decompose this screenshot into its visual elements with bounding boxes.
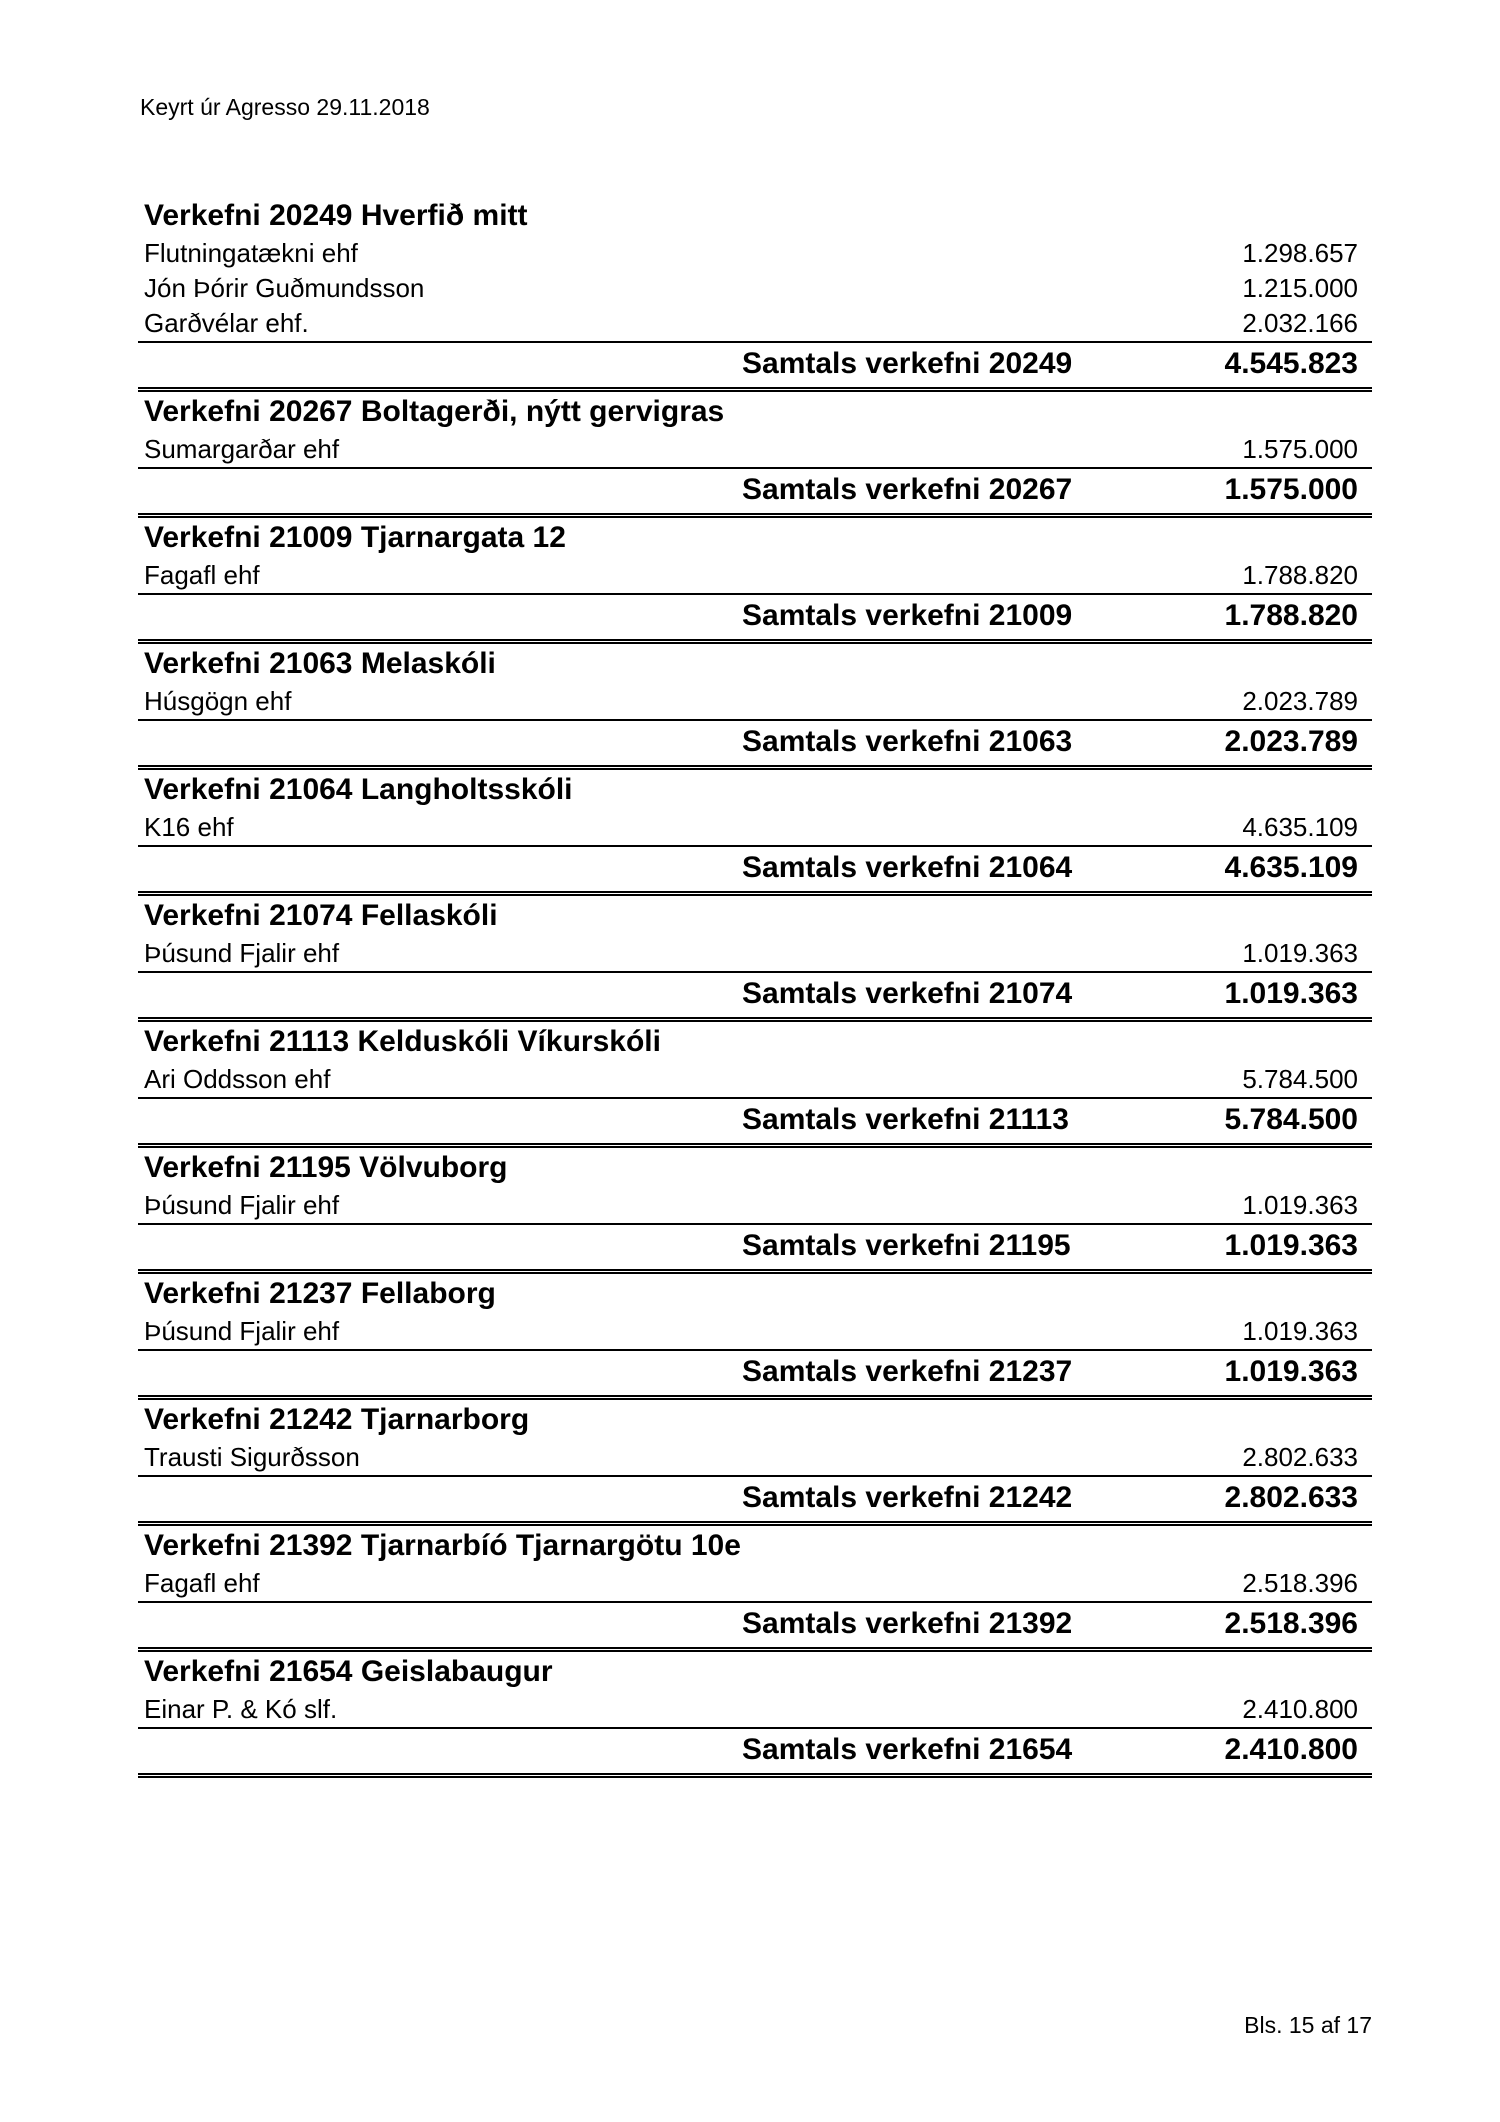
project-subtotal (138, 1351, 1372, 1400)
project-section (138, 196, 1372, 392)
vendor-name: Sumargarðar ehf (144, 434, 340, 464)
line-amount: 1.298.657 (1242, 238, 1358, 268)
subtotal-label: Samtals verkefni 21064 (742, 851, 1073, 884)
project-title: Verkefni 21237 Fellaborg (144, 1277, 496, 1310)
project-subtotal (138, 1099, 1372, 1148)
project-lines (138, 236, 1372, 343)
line-amount: 2.032.166 (1242, 308, 1358, 338)
vendor-name: Garðvélar ehf. (144, 308, 309, 338)
project-subtotal (138, 1477, 1372, 1526)
line-amount: 1.215.000 (1242, 273, 1358, 303)
project-title: Verkefni 21009 Tjarnargata 12 (144, 521, 566, 554)
project-subtotal (138, 1225, 1372, 1274)
line-amount: 2.802.633 (1242, 1442, 1358, 1472)
line-item (138, 432, 1372, 467)
project-title: Verkefni 21074 Fellaskóli (144, 899, 498, 932)
project-subtotal (138, 721, 1372, 770)
subtotal-amount: 5.784.500 (1224, 1103, 1358, 1136)
vendor-name: Fagafl ehf (144, 1568, 260, 1598)
project-section (138, 392, 1372, 518)
subtotal-label: Samtals verkefni 21654 (742, 1733, 1073, 1766)
project-lines (138, 1566, 1372, 1603)
line-amount: 2.023.789 (1242, 686, 1358, 716)
line-item (138, 1566, 1372, 1601)
subtotal-amount: 1.575.000 (1224, 473, 1358, 506)
project-title: Verkefni 20249 Hverfið mitt (144, 199, 528, 232)
vendor-name: Jón Þórir Guðmundsson (144, 273, 425, 303)
subtotal-amount: 2.410.800 (1224, 1733, 1358, 1766)
line-amount: 2.410.800 (1242, 1694, 1358, 1724)
project-section (138, 1652, 1372, 1778)
project-title: Verkefni 21063 Melaskóli (144, 647, 496, 680)
project-section (138, 1274, 1372, 1400)
project-subtotal (138, 595, 1372, 644)
subtotal-amount: 2.518.396 (1224, 1607, 1358, 1640)
line-amount: 1.019.363 (1242, 1316, 1358, 1346)
vendor-name: Þúsund Fjalir ehf (144, 1316, 340, 1346)
line-item (138, 271, 1372, 306)
project-lines (138, 1314, 1372, 1351)
project-report (138, 196, 1372, 1778)
project-section (138, 1022, 1372, 1148)
vendor-name: Trausti Sigurðsson (144, 1442, 360, 1472)
project-title: Verkefni 20267 Boltagerði, nýtt gervigras (144, 395, 725, 428)
project-section (138, 1400, 1372, 1526)
line-amount: 2.518.396 (1242, 1568, 1358, 1598)
project-lines (138, 1062, 1372, 1099)
project-lines (138, 684, 1372, 721)
vendor-name: Húsgögn ehf (144, 686, 292, 716)
vendor-name: K16 ehf (144, 812, 234, 842)
subtotal-label: Samtals verkefni 20249 (742, 347, 1073, 380)
line-amount: 1.788.820 (1242, 560, 1358, 590)
project-section (138, 1148, 1372, 1274)
line-item (138, 1188, 1372, 1223)
subtotal-amount: 4.545.823 (1224, 347, 1358, 380)
subtotal-label: Samtals verkefni 21113 (742, 1103, 1069, 1136)
project-section (138, 644, 1372, 770)
project-section (138, 1526, 1372, 1652)
subtotal-amount: 4.635.109 (1224, 851, 1358, 884)
project-lines (138, 432, 1372, 469)
project-lines (138, 1188, 1372, 1225)
project-lines (138, 1692, 1372, 1729)
page-number: Bls. 15 af 17 (1244, 2012, 1372, 2038)
vendor-name: Ari Oddsson ehf (144, 1064, 331, 1094)
line-item (138, 1692, 1372, 1727)
subtotal-label: Samtals verkefni 21074 (742, 977, 1073, 1010)
line-amount: 5.784.500 (1242, 1064, 1358, 1094)
subtotal-amount: 1.019.363 (1224, 977, 1358, 1010)
line-item (138, 558, 1372, 593)
project-lines (138, 936, 1372, 973)
subtotal-amount: 1.788.820 (1224, 599, 1358, 632)
line-item (138, 936, 1372, 971)
line-item (138, 1062, 1372, 1097)
project-title: Verkefni 21242 Tjarnarborg (144, 1403, 530, 1436)
subtotal-amount: 2.802.633 (1224, 1481, 1358, 1514)
project-lines (138, 810, 1372, 847)
subtotal-amount: 1.019.363 (1224, 1355, 1358, 1388)
project-lines (138, 558, 1372, 595)
subtotal-label: Samtals verkefni 21242 (742, 1481, 1073, 1514)
subtotal-label: Samtals verkefni 21237 (742, 1355, 1073, 1388)
project-subtotal (138, 1603, 1372, 1652)
line-item (138, 1440, 1372, 1475)
vendor-name: Flutningatækni ehf (144, 238, 358, 268)
subtotal-label: Samtals verkefni 20267 (742, 473, 1073, 506)
line-item (138, 684, 1372, 719)
vendor-name: Fagafl ehf (144, 560, 260, 590)
line-item (138, 1314, 1372, 1349)
project-subtotal (138, 1729, 1372, 1778)
project-title: Verkefni 21392 Tjarnarbíó Tjarnargötu 10e (144, 1529, 741, 1562)
project-subtotal (138, 973, 1372, 1022)
line-amount: 1.575.000 (1242, 434, 1358, 464)
vendor-name: Einar P. & Kó slf. (144, 1694, 338, 1724)
project-section (138, 896, 1372, 1022)
vendor-name: Þúsund Fjalir ehf (144, 938, 340, 968)
subtotal-label: Samtals verkefni 21195 (742, 1229, 1071, 1262)
project-subtotal (138, 469, 1372, 518)
line-item (138, 810, 1372, 845)
line-amount: 4.635.109 (1242, 812, 1358, 842)
line-item (138, 306, 1372, 341)
project-title: Verkefni 21113 Kelduskóli Víkurskóli (144, 1025, 661, 1058)
project-subtotal (138, 847, 1372, 896)
subtotal-label: Samtals verkefni 21009 (742, 599, 1073, 632)
line-item (138, 236, 1372, 271)
subtotal-label: Samtals verkefni 21392 (742, 1607, 1073, 1640)
project-subtotal (138, 343, 1372, 392)
line-amount: 1.019.363 (1242, 1190, 1358, 1220)
report-run-info: Keyrt úr Agresso 29.11.2018 (140, 94, 430, 120)
project-title: Verkefni 21654 Geislabaugur (144, 1655, 553, 1688)
project-title: Verkefni 21064 Langholtsskóli (144, 773, 573, 806)
subtotal-label: Samtals verkefni 21063 (742, 725, 1073, 758)
project-lines (138, 1440, 1372, 1477)
line-amount: 1.019.363 (1242, 938, 1358, 968)
subtotal-amount: 2.023.789 (1224, 725, 1358, 758)
project-title: Verkefni 21195 Völvuborg (144, 1151, 508, 1184)
vendor-name: Þúsund Fjalir ehf (144, 1190, 340, 1220)
project-section (138, 770, 1372, 896)
project-section (138, 518, 1372, 644)
subtotal-amount: 1.019.363 (1224, 1229, 1358, 1262)
